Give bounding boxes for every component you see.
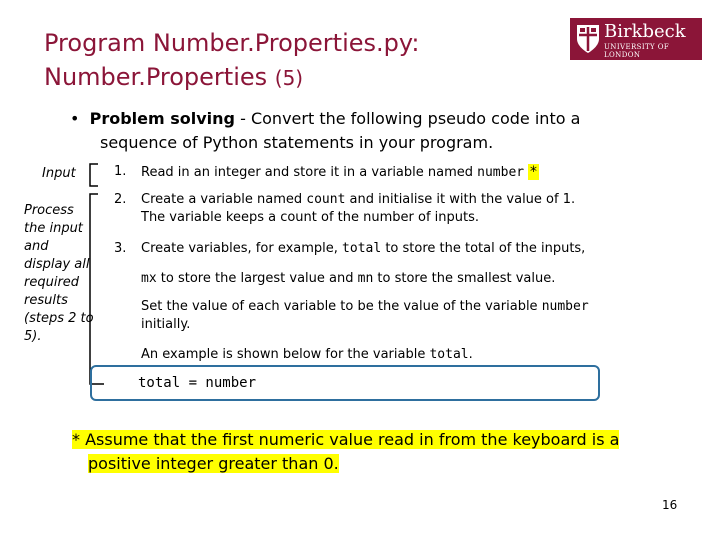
code-example: total = number (138, 375, 257, 391)
page-number: 16 (662, 498, 678, 512)
process-line: and (24, 239, 49, 254)
process-line: display all (24, 257, 90, 272)
step-2-text: Create a variable named (141, 192, 307, 207)
bracket-lines (84, 158, 104, 390)
input-bracket (90, 164, 98, 186)
title-line-2 (44, 60, 419, 95)
step-4-code: number (541, 299, 589, 314)
code-example-box (90, 365, 600, 401)
title-line-2-text: Number.Properties (44, 63, 268, 91)
step-2-number: 2. (114, 192, 127, 207)
assumption-note (72, 428, 619, 476)
step-3-number: 3. (114, 241, 127, 256)
step-3-code-mn: mn (357, 271, 374, 286)
process-line: 5). (24, 329, 42, 344)
note-line-1: * Assume that the first numeric value read in from the keyboard is a (72, 430, 620, 449)
intro-text-2: sequence of Python statements in your program. (100, 133, 494, 152)
step-5-text: An example is shown below for the variable (141, 347, 430, 362)
process-bracket (90, 194, 104, 384)
step-5-code: total (429, 347, 469, 362)
bullet-icon: • (70, 109, 80, 128)
slide-title (44, 26, 419, 95)
step-5 (141, 346, 473, 364)
birkbeck-logo (570, 18, 702, 60)
title-line-2-suffix: (5) (274, 66, 304, 90)
step-3-text-post: to store the total of the inputs, (381, 241, 586, 256)
step-3-code-mx: mx (141, 271, 157, 286)
step-3-code: total (342, 241, 382, 256)
step-4-line-2: initially. (141, 317, 191, 332)
step-2-text-post: and initialise it with the value of 1. (345, 192, 576, 207)
step-1-number: 1. (114, 164, 127, 179)
step-2-line-2: The variable keeps a count of the number of inputs. (141, 210, 480, 225)
step-4 (141, 298, 589, 334)
step-2 (141, 191, 575, 227)
step-2-code: count (306, 192, 346, 207)
intro-bold: Problem solving (89, 109, 236, 128)
step-3-text-end: to store the smallest value. (373, 271, 556, 286)
logo-name: Birkbeck (604, 21, 686, 42)
step-3 (141, 240, 585, 288)
step-3-text: Create variables, for example, (141, 241, 343, 256)
step-5-text-post: . (468, 347, 473, 362)
asterisk-marker: * (529, 164, 538, 180)
intro-bullet (70, 107, 660, 131)
step-1 (141, 163, 539, 182)
input-label: Input (42, 166, 76, 181)
crest-icon (575, 23, 601, 55)
process-line: Process (24, 203, 74, 218)
step-1-text: Read in an integer and store it in a variable named (141, 165, 478, 180)
logo-subtitle: UNIVERSITY OF LONDON (604, 43, 670, 59)
step-3-text-mid: to store the largest value and (156, 271, 358, 286)
process-line: results (24, 293, 68, 308)
note-line-2: positive integer greater than 0. (88, 454, 339, 473)
step-4-text: Set the value of each variable to be the value of the variable (141, 299, 542, 314)
title-line-1: Program Number.Properties.py: (44, 29, 420, 57)
process-line: the input (24, 221, 83, 236)
process-line: required (24, 275, 80, 290)
intro-text: - Convert the following pseudo code into a (235, 109, 581, 128)
process-line: (steps 2 to (24, 311, 94, 326)
step-1-code: number (477, 165, 525, 180)
